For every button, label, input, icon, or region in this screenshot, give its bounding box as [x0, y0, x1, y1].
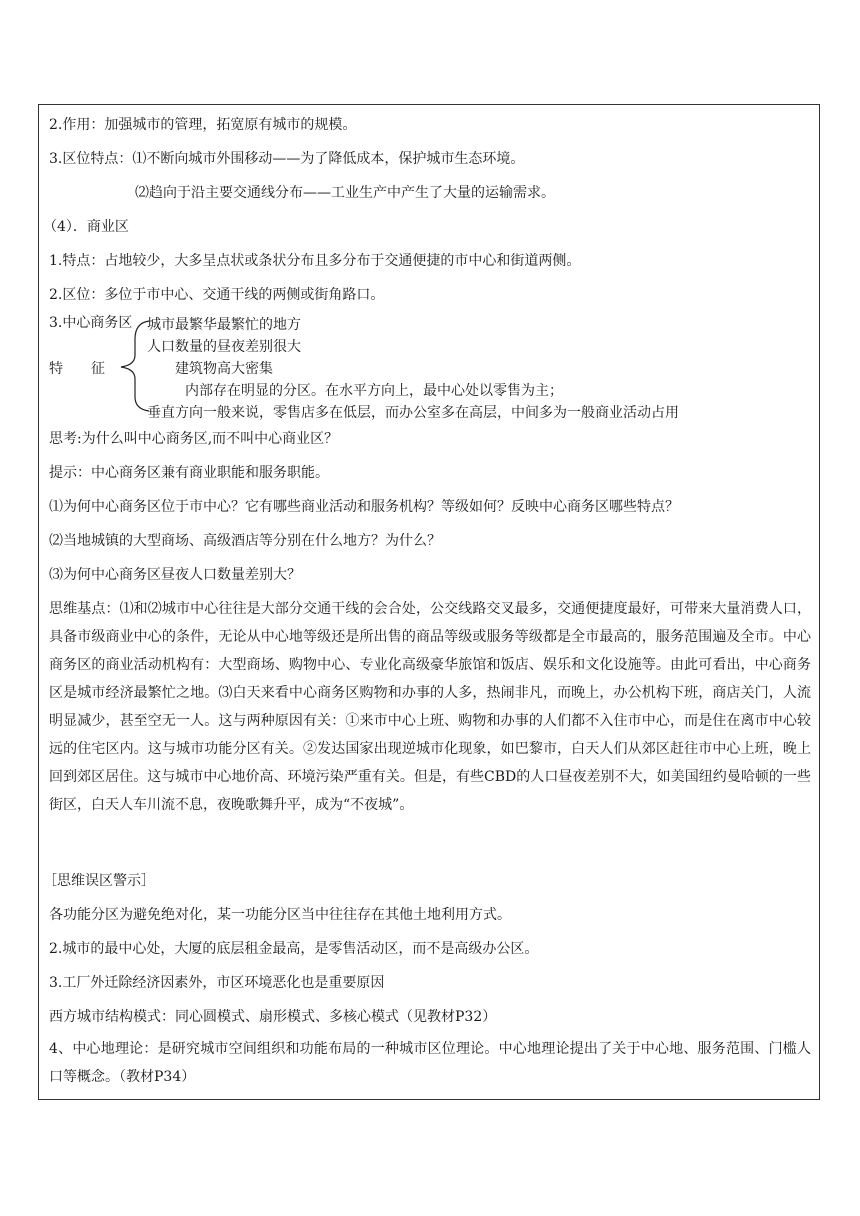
feature-item: 人口数量的昼夜差别很大 — [147, 339, 301, 355]
question: 思考:为什么叫中心商务区,而不叫中心商业区？ — [49, 431, 339, 447]
analysis-paragraph: 思维基点：⑴和⑵城市中心往往是大部分交通干线的会合处，公交线路交叉最多，交通便捷度最好，可带来大量消费人口，具备市级商业中心的条件，无论从中心地等级还是所出售的商品等级或服务等级都是全市最高的，服务范围遍及全市。中心商务区的商业活动机构有：大型商场、购物中心、专业化高级豪华旅馆和饭店、娱乐和文化设施等。由此可看出，中心商务区是城市经济最繁忙之地。⑶白天来看中心商务区购物和办事的人多，热闹非凡，而晚上，办公机构下班，商店关门，人流明显减少，甚至空无一人。这与两种原因有关：①来市中心上班、购物和办事的人们都不入住市中心，而是住在离市中心较远的住宅区内。这与城市功能分区有关。②发达国家出现逆城市化现象，如巴黎市，白天人们从郊区赶往市中心上班，晚上回到郊区居住。这与城市中心地价高、环境污染严重有关。但是，有些CBD的人口昼夜差别不大，如美国纽约曼哈顿的一些街区，白天人车川流不息，夜晚歌舞升平，成为“不夜城”。 — [49, 601, 811, 813]
content-box — [38, 104, 820, 1100]
feature-item: 城市最繁华最繁忙的地方 — [147, 317, 301, 333]
text-line: 2.作用：加强城市的管理，拓宽原有城市的规模。 — [49, 117, 357, 133]
text-line: 3.区位特点：⑴不断向城市外围移动——为了降低成本，保护城市生态环境。 — [49, 151, 525, 167]
text-line: 2.区位：多位于市中心、交通干线的两侧或街角路口。 — [49, 287, 385, 303]
question: ⑶为何中心商务区昼夜人口数量差别大？ — [49, 567, 301, 583]
text-line: 各功能分区为避免绝对化，某一功能分区当中往往存在其他土地利用方式。 — [49, 907, 511, 923]
cbd-title: 3.中心商务区 — [49, 315, 133, 331]
text-line: 西方城市结构模式：同心圆模式、扇形模式、多核心模式（见教材P32） — [49, 1009, 497, 1025]
question: ⑵当地城镇的大型商场、高级酒店等分别在什么地方？为什么？ — [49, 533, 441, 549]
feature-item: 内部存在明显的分区。在水平方向上，最中心处以零售为主； — [185, 383, 563, 399]
warning-title: ［思维误区警示］ — [43, 873, 155, 889]
feature-item: 垂直方向一般来说，零售店多在低层，而办公室多在高层，中间多为一般商业活动占用 — [147, 405, 679, 421]
text-paragraph: 4、中心地理论：是研究城市空间组织和功能布局的一种城市区位理论。中心地理论提出了关于中心地、服务范围、门槛人口等概念。（教材P34） — [49, 1041, 811, 1085]
text-line: ⑵趋向于沿主要交通线分布——工业生产中产生了大量的运输需求。 — [135, 185, 555, 201]
question: ⑴为何中心商务区位于市中心？它有哪些商业活动和服务机构？等级如何？反映中心商务区哪些特点？ — [49, 499, 679, 515]
text-line: 2.城市的最中心处，大厦的底层租金最高，是零售活动区，而不是高级办公区。 — [49, 941, 539, 957]
feature-label: 特 征 — [49, 361, 105, 377]
text-line: 3.工厂外迁除经济因素外，市区环境恶化也是重要原因 — [49, 975, 385, 991]
section-heading: （4）．商业区 — [43, 219, 129, 235]
feature-item: 建筑物高大密集 — [175, 361, 273, 377]
text-line: 1.特点：占地较少，大多呈点状或条状分布且多分布于交通便捷的市中心和街道两侧。 — [49, 253, 581, 269]
hint: 提示：中心商务区兼有商业职能和服务职能。 — [49, 465, 329, 481]
